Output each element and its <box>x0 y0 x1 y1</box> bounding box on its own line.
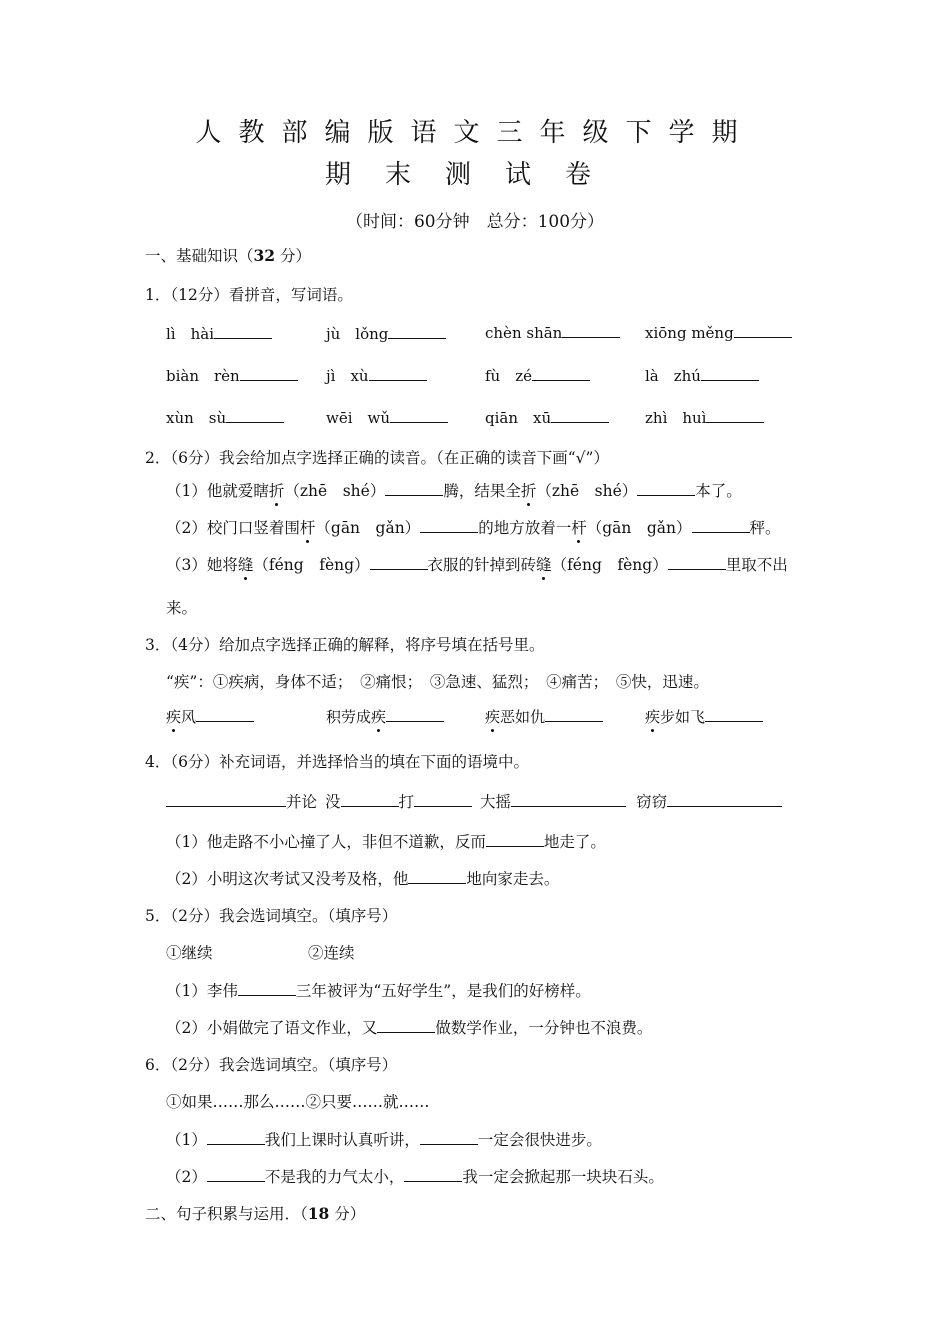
q4-word-blanks <box>166 790 782 812</box>
answer-blank[interactable] <box>207 1167 265 1182</box>
q6-sentence-1 <box>166 1128 602 1150</box>
pinyin-choice: （zhē shé） <box>284 482 386 500</box>
pinyin-text: jù lǒng <box>326 325 389 343</box>
sentence-text: （1）李伟 <box>166 982 238 1000</box>
sentence-text: 地走了。 <box>543 833 606 851</box>
pinyin-choice: （gān gǎn） <box>586 519 692 537</box>
answer-blank[interactable] <box>341 792 399 807</box>
pinyin-text: chèn shān <box>485 324 563 342</box>
dotted-char: 折 <box>520 482 537 500</box>
answer-blank[interactable] <box>562 323 620 338</box>
dotted-char: 杆 <box>571 519 587 537</box>
answer-blank[interactable] <box>668 555 726 570</box>
word-text: 大摇 <box>480 793 512 811</box>
word-text: 积劳成 <box>326 708 372 726</box>
q4-stem: 4．（6分）补充词语，并选择恰当的填在下面的语境中。 <box>145 753 529 771</box>
section-1-score: 32 <box>253 246 276 265</box>
q1-item-3 <box>485 323 620 342</box>
q2-sentence-1 <box>166 479 742 501</box>
answer-blank[interactable] <box>420 1130 478 1145</box>
answer-blank[interactable] <box>532 366 590 381</box>
sentence-text: （2）小明这次考试又没考及格，他 <box>166 870 409 888</box>
q1-item-8 <box>645 365 759 386</box>
q3-stem: 3．（4分）给加点字选择正确的解释，将序号填在括号里。 <box>145 636 545 654</box>
answer-blank[interactable] <box>369 366 427 381</box>
answer-blank[interactable] <box>408 869 466 884</box>
answer-blank[interactable] <box>385 481 443 496</box>
dotted-char: 缝 <box>237 556 254 574</box>
sentence-text: 腾，结果全 <box>443 482 521 500</box>
q1-item-2 <box>326 323 446 344</box>
exam-title-line1: 人教部编版语文三年级下学期 <box>195 118 755 148</box>
pinyin-text: xiōng měng <box>645 324 734 342</box>
dotted-char: 折 <box>268 482 285 500</box>
dotted-char: 疾 <box>371 708 387 726</box>
q3-word-4 <box>645 706 763 727</box>
sentence-text: 秤。 <box>749 519 781 537</box>
pinyin-text: biàn rèn <box>166 367 240 385</box>
q1-item-6 <box>326 365 427 386</box>
answer-blank[interactable] <box>370 555 428 570</box>
q5-option-1: ①继续 <box>166 944 213 962</box>
section-2-heading <box>145 1202 365 1224</box>
answer-blank[interactable] <box>238 981 296 996</box>
q3-word-2 <box>326 706 444 727</box>
q1-item-11 <box>485 407 609 428</box>
section-2-suffix: 分） <box>329 1205 366 1223</box>
dotted-char: 疾 <box>645 708 661 726</box>
q5-option-2: ②连续 <box>308 944 355 962</box>
sentence-text: 衣服的针掉到砖 <box>427 556 537 574</box>
q2-stem: 2．（6分）我会给加点字选择正确的读音。（在正确的读音下画“√”） <box>145 449 609 467</box>
sentence-text: 本了。 <box>695 482 742 500</box>
section-2-score: 18 <box>307 1204 330 1223</box>
sentence-text: 我一定会掀起那一块块石头。 <box>462 1168 664 1186</box>
q1-item-10 <box>326 407 448 428</box>
answer-blank[interactable] <box>386 707 444 722</box>
answer-blank[interactable] <box>404 1167 462 1182</box>
q2-sentence-2 <box>166 516 781 538</box>
sentence-text: （1）他走路不小心撞了人，非但不道歉，反而 <box>166 833 486 851</box>
answer-blank[interactable] <box>240 366 298 381</box>
sentence-text: （2） <box>166 1168 207 1186</box>
sentence-text: （1） <box>166 1131 207 1149</box>
q5-sentence-1 <box>166 979 591 1001</box>
answer-blank[interactable] <box>667 792 782 807</box>
word-text: 没 <box>325 793 341 811</box>
q1-item-1 <box>166 323 272 344</box>
sentence-text: 三年被评为“五好学生”，是我们的好榜样。 <box>295 982 591 1000</box>
answer-blank[interactable] <box>420 518 478 533</box>
q3-word-3 <box>485 706 603 727</box>
pinyin-text: lì hài <box>166 325 214 343</box>
pinyin-text: fù zé <box>485 367 532 385</box>
answer-blank[interactable] <box>511 792 626 807</box>
sentence-text: 我们上课时认真听讲， <box>264 1131 420 1149</box>
q4-sentence-2 <box>166 867 559 889</box>
answer-blank[interactable] <box>226 408 284 423</box>
exam-title-line2: 期末测试卷 <box>324 160 625 190</box>
pinyin-text: xùn sù <box>166 409 227 427</box>
dotted-char: 疾 <box>485 708 501 726</box>
q1-item-7 <box>485 365 590 386</box>
sentence-text: （2）校门口竖着围 <box>166 519 300 537</box>
pinyin-text: zhì huì <box>645 409 707 427</box>
word-text: 步如飞 <box>660 708 706 726</box>
sentence-text: 的地方放着一 <box>478 519 572 537</box>
dotted-char: 疾 <box>166 708 182 726</box>
sentence-text: 里取不出 <box>725 556 788 574</box>
dotted-char: 杆 <box>299 519 316 537</box>
section-2-prefix: 二、句子积累与运用．（ <box>145 1205 308 1223</box>
word-text: 并论 <box>286 793 318 811</box>
answer-blank[interactable] <box>701 366 759 381</box>
word-text: 打 <box>398 793 415 811</box>
q3-definitions: “疾”：①疾病，身体不适； ②痛恨； ③急速、猛烈； ④痛苦； ⑤快，迅速。 <box>166 673 709 691</box>
word-text: 窃窃 <box>636 793 668 811</box>
q1-item-5 <box>166 365 298 386</box>
pinyin-choice: （féng fèng） <box>253 556 370 574</box>
answer-blank[interactable] <box>390 408 448 423</box>
answer-blank[interactable] <box>692 518 750 533</box>
answer-blank[interactable] <box>551 408 609 423</box>
sentence-text: 一定会很快进步。 <box>477 1131 602 1149</box>
q6-sentence-2 <box>166 1165 664 1187</box>
pinyin-choice: （gān gǎn） <box>315 519 421 537</box>
pinyin-text: là zhú <box>645 367 701 385</box>
word-text: 风 <box>181 708 197 726</box>
answer-blank[interactable] <box>734 323 792 338</box>
q4-sentence-1 <box>166 830 606 852</box>
section-1-suffix: 分） <box>275 247 312 265</box>
q5-stem: 5．（2分）我会选词填空。（填序号） <box>145 907 398 925</box>
section-1-prefix: 一、基础知识（ <box>145 247 254 265</box>
answer-blank[interactable] <box>377 1018 435 1033</box>
answer-blank[interactable] <box>207 1130 265 1145</box>
q1-item-4 <box>645 323 792 342</box>
pinyin-text: jì xù <box>326 367 369 385</box>
answer-blank[interactable] <box>705 707 763 722</box>
q5-sentence-2 <box>166 1016 652 1038</box>
pinyin-choice: （zhē shé） <box>536 482 638 500</box>
answer-blank[interactable] <box>637 481 695 496</box>
sentence-text: 做数学作业，一分钟也不浪费。 <box>435 1019 653 1037</box>
answer-blank[interactable] <box>706 408 764 423</box>
exam-subtitle: （时间：60分钟 总分：100分） <box>345 212 605 232</box>
pinyin-text: wēi wǔ <box>326 409 391 427</box>
answer-blank[interactable] <box>545 707 603 722</box>
pinyin-text: qiān xū <box>485 409 552 427</box>
q6-stem: 6．（2分）我会选词填空。（填序号） <box>145 1056 398 1074</box>
sentence-text: 不是我的力气太小， <box>264 1168 405 1186</box>
q2-sentence-3-cont: 来。 <box>166 599 198 617</box>
answer-blank[interactable] <box>196 707 254 722</box>
q2-sentence-3 <box>166 553 788 575</box>
answer-blank[interactable] <box>414 792 472 807</box>
sentence-text: （3）她将 <box>166 556 238 574</box>
q3-word-1 <box>166 706 254 727</box>
sentence-text: （1）他就爱瞎 <box>166 482 269 500</box>
section-1-heading <box>145 244 311 266</box>
q1-stem: 1．（12分）看拼音，写词语。 <box>145 286 353 304</box>
answer-blank[interactable] <box>214 324 272 339</box>
q1-item-12 <box>645 407 764 428</box>
q1-item-9 <box>166 407 284 428</box>
sentence-text: 地向家走去。 <box>466 870 560 888</box>
q6-options: ①如果……那么……②只要……就…… <box>166 1093 430 1111</box>
answer-blank[interactable] <box>486 832 544 847</box>
answer-blank[interactable] <box>166 792 286 807</box>
sentence-text: （2）小娟做完了语文作业，又 <box>166 1019 378 1037</box>
pinyin-choice: （féng fèng） <box>551 556 668 574</box>
word-text: 恶如仇 <box>500 708 546 726</box>
dotted-char: 缝 <box>536 556 552 574</box>
answer-blank[interactable] <box>388 324 446 339</box>
